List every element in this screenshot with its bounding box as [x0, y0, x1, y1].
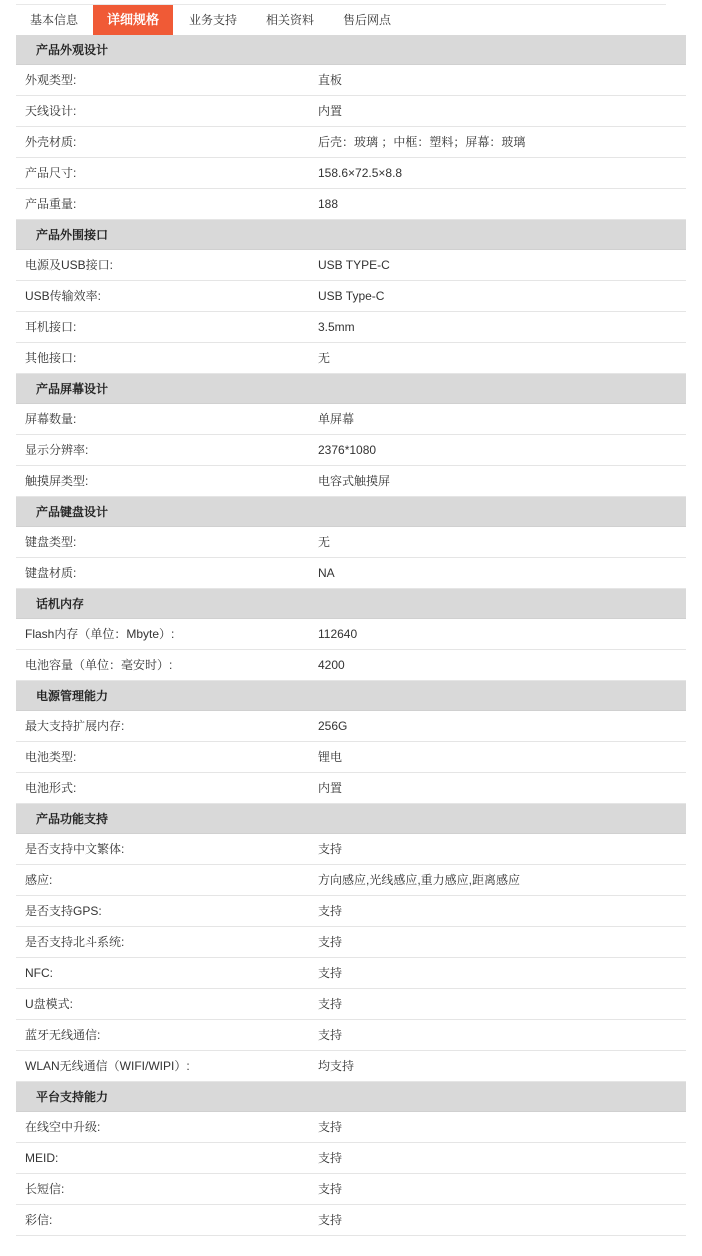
spec-row: [16, 773, 686, 804]
spec-value: 单屏幕: [318, 412, 355, 426]
spec-value: 支持: [318, 935, 343, 949]
tab-bar: [0, 0, 702, 35]
spec-label: 键盘类型:: [25, 535, 77, 549]
spec-value: 无: [318, 535, 331, 549]
spec-label: 是否支持中文繁体:: [25, 842, 125, 856]
spec-table: [16, 35, 686, 1236]
tab-detailed-specs[interactable]: 详细规格: [93, 5, 173, 35]
spec-value: 支持: [318, 1182, 343, 1196]
spec-value: 支持: [318, 966, 343, 980]
section-header: 话机内存: [16, 589, 686, 619]
section-header: 电源管理能力: [16, 681, 686, 711]
spec-label: U盘模式:: [25, 997, 74, 1011]
spec-value: 3.5mm: [318, 320, 355, 334]
section-header: 产品外围接口: [16, 220, 686, 250]
spec-row: [16, 404, 686, 435]
spec-row: [16, 1143, 686, 1174]
section-header: 平台支持能力: [16, 1082, 686, 1112]
spec-label: 屏幕数量:: [25, 412, 77, 426]
spec-value: 4200: [318, 658, 345, 672]
spec-label: 最大支持扩展内存:: [25, 719, 125, 733]
spec-value: 无: [318, 351, 331, 365]
spec-value: 均支持: [318, 1059, 355, 1073]
spec-row: [16, 1051, 686, 1082]
spec-value: USB TYPE-C: [318, 258, 390, 272]
tab-related-docs[interactable]: 相关资料: [265, 13, 314, 27]
spec-row: [16, 865, 686, 896]
spec-label: 键盘材质:: [25, 566, 77, 580]
spec-row: [16, 958, 686, 989]
spec-label: 彩信:: [25, 1213, 53, 1227]
spec-value: 支持: [318, 842, 343, 856]
spec-value: 支持: [318, 1028, 343, 1042]
spec-row: [16, 158, 686, 189]
spec-value: 188: [318, 197, 339, 211]
spec-label: 长短信:: [25, 1182, 65, 1196]
spec-value: 方向感应,光线感应,重力感应,距离感应: [318, 873, 521, 887]
spec-label: WLAN无线通信（WIFI/WIPI）:: [25, 1059, 190, 1073]
spec-label: 蓝牙无线通信:: [25, 1028, 101, 1042]
spec-value: 支持: [318, 997, 343, 1011]
spec-row: [16, 834, 686, 865]
section-header: 产品键盘设计: [16, 497, 686, 527]
spec-label: USB传输效率:: [25, 289, 102, 303]
spec-row: [16, 1174, 686, 1205]
spec-value: 电容式触摸屏: [318, 474, 391, 488]
spec-row: [16, 1205, 686, 1236]
spec-label: 外观类型:: [25, 73, 77, 87]
spec-row: [16, 312, 686, 343]
spec-row: [16, 435, 686, 466]
spec-value: 内置: [318, 104, 343, 118]
spec-row: [16, 1112, 686, 1143]
spec-row: [16, 896, 686, 927]
spec-row: [16, 250, 686, 281]
spec-label: 电池类型:: [25, 750, 77, 764]
spec-value: 锂电: [318, 750, 343, 764]
spec-row: [16, 650, 686, 681]
spec-row: [16, 96, 686, 127]
spec-label: 是否支持GPS:: [25, 904, 102, 918]
spec-label: 电池形式:: [25, 781, 77, 795]
spec-row: [16, 742, 686, 773]
spec-row: [16, 619, 686, 650]
spec-value: 256G: [318, 719, 348, 733]
spec-row: [16, 127, 686, 158]
spec-row: [16, 65, 686, 96]
tab-service-support[interactable]: 业务支持: [188, 13, 237, 27]
spec-value: 直板: [318, 73, 343, 87]
spec-value: 支持: [318, 904, 343, 918]
spec-value: 后壳：玻璃 ；中框：塑料；屏幕：玻璃: [318, 135, 526, 149]
spec-label: 显示分辨率:: [25, 443, 89, 457]
spec-label: 感应:: [25, 873, 53, 887]
spec-label: 在线空中升级:: [25, 1120, 101, 1134]
spec-row: [16, 189, 686, 220]
section-header: 产品外观设计: [16, 35, 686, 65]
spec-value: 158.6×72.5×8.8: [318, 166, 403, 180]
spec-row: [16, 927, 686, 958]
spec-value: USB Type-C: [318, 289, 385, 303]
spec-value: 支持: [318, 1120, 343, 1134]
tab-basic-info[interactable]: 基本信息: [29, 13, 78, 27]
spec-row: [16, 989, 686, 1020]
spec-row: [16, 466, 686, 497]
spec-value: 内置: [318, 781, 343, 795]
spec-row: [16, 343, 686, 374]
spec-label: 电池容量（单位：毫安时）:: [25, 658, 173, 672]
spec-value: NA: [318, 566, 335, 580]
spec-row: [16, 711, 686, 742]
spec-label: 外壳材质:: [25, 135, 77, 149]
spec-value: 支持: [318, 1151, 343, 1165]
spec-row: [16, 281, 686, 312]
spec-label: 其他接口:: [25, 351, 77, 365]
spec-value: 112640: [318, 627, 358, 641]
spec-label: 是否支持北斗系统:: [25, 935, 125, 949]
spec-value: 2376*1080: [318, 443, 377, 457]
spec-label: 产品尺寸:: [25, 166, 77, 180]
section-header: 产品功能支持: [16, 804, 686, 834]
spec-row: [16, 527, 686, 558]
spec-label: 电源及USB接口:: [25, 258, 114, 272]
spec-row: [16, 558, 686, 589]
spec-label: 天线设计:: [25, 104, 77, 118]
spec-label: 耳机接口:: [25, 320, 77, 334]
spec-label: 触摸屏类型:: [25, 474, 89, 488]
spec-label: MEID:: [25, 1151, 59, 1165]
tab-service-outlets[interactable]: 售后网点: [342, 13, 391, 27]
spec-label: NFC:: [25, 966, 53, 980]
section-header: 产品屏幕设计: [16, 374, 686, 404]
spec-row: [16, 1020, 686, 1051]
spec-label: Flash内存（单位：Mbyte）:: [25, 627, 175, 641]
spec-label: 产品重量:: [25, 197, 77, 211]
spec-value: 支持: [318, 1213, 343, 1227]
